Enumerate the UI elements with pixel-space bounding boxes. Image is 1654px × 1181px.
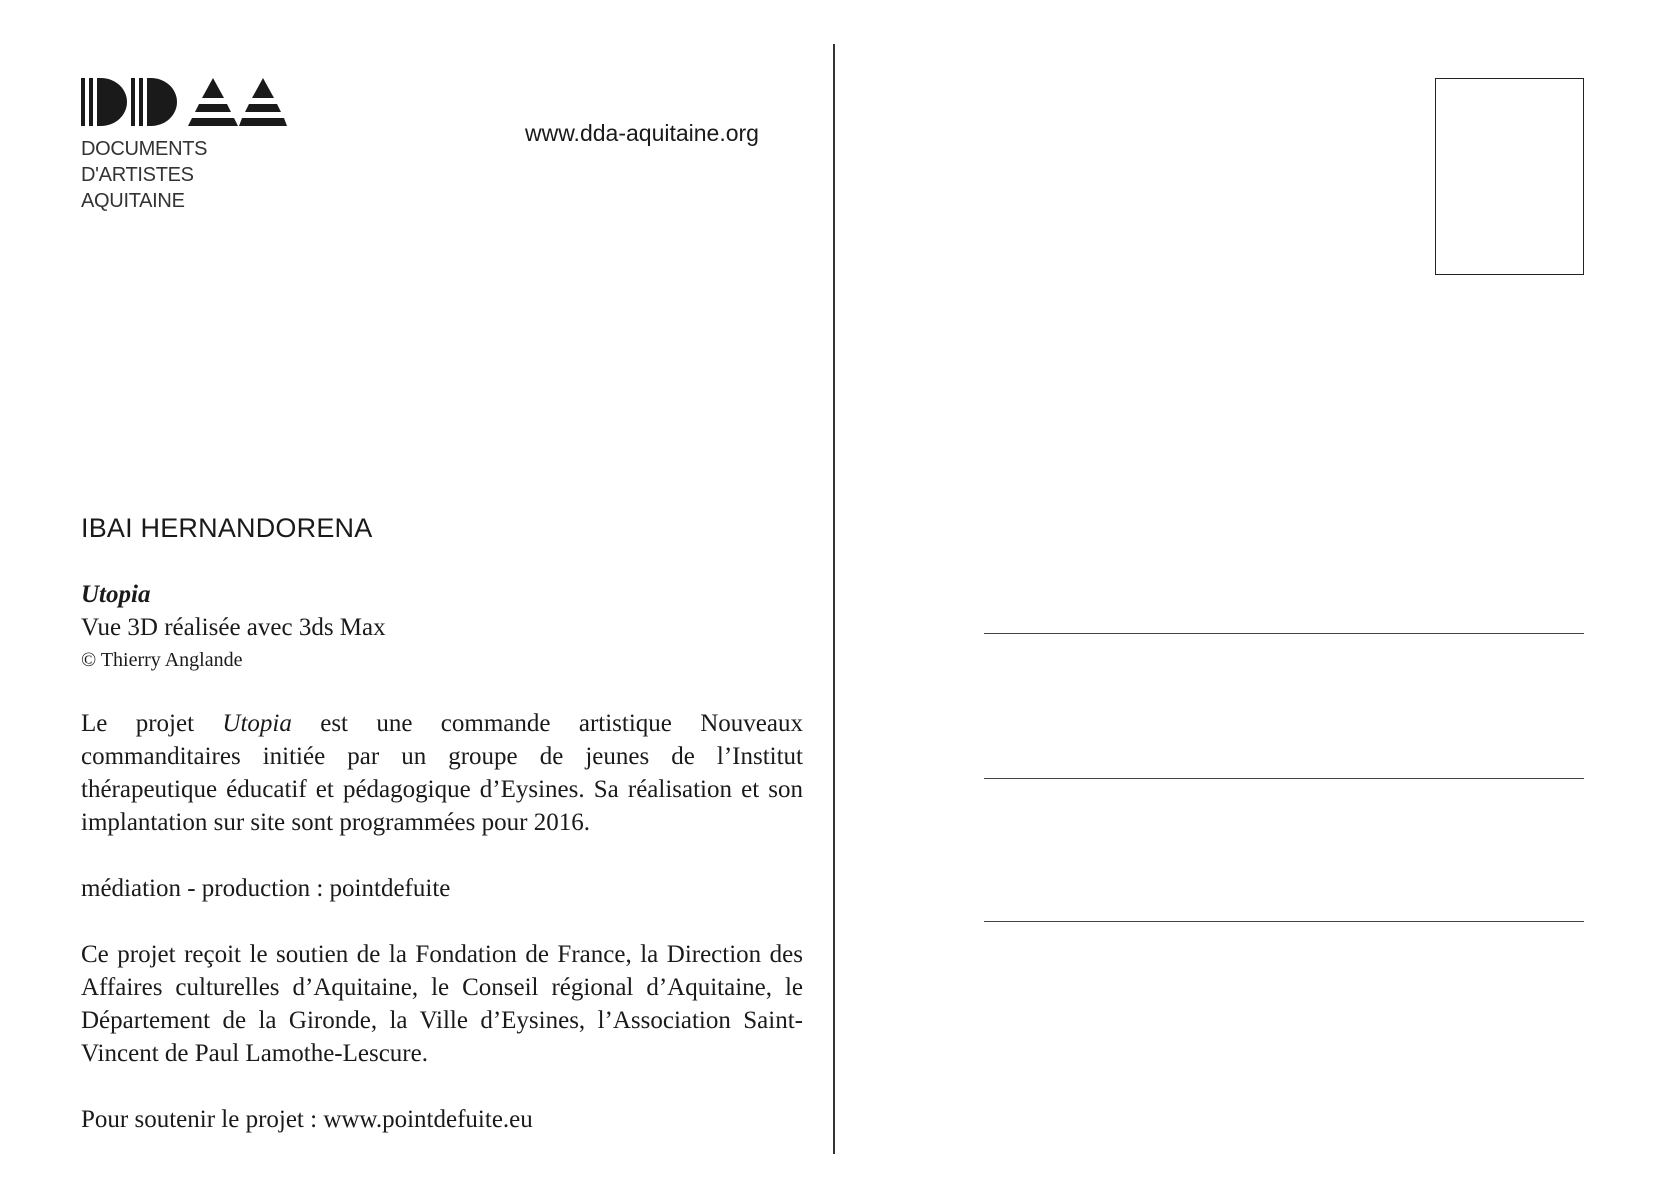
description-title: Utopia [222, 710, 292, 737]
address-line-1 [984, 633, 1584, 634]
description-start: Le projet [81, 710, 223, 737]
description-end: est une commande artistique Nouveaux commanditaires initiée par un groupe de jeunes de l’Institut thérapeutique éducatif et pédagogique d’Eysines. Sa réalisation et son implantation sur site sont programmées pour 2016. [81, 710, 803, 836]
address-line-3 [984, 921, 1584, 922]
logo-line-2: AQUITAINE [81, 190, 185, 212]
project-description [81, 707, 803, 839]
work-medium: Vue 3D réalisée avec 3ds Max [81, 614, 386, 641]
artist-name: IBAI HERNANDORENA [81, 513, 373, 543]
support-link: Pour soutenir le projet : www.pointdefuite.eu [81, 1106, 533, 1133]
dda-logo [81, 76, 291, 214]
work-title: Utopia [81, 581, 151, 608]
address-line-2 [984, 778, 1584, 779]
mediation-credit: médiation - production : pointdefuite [81, 875, 451, 902]
stamp-box [1435, 78, 1584, 275]
logo-line-1: DOCUMENTS D'ARTISTES [81, 138, 208, 186]
work-credit: © Thierry Anglande [81, 649, 243, 671]
support-statement: Ce projet reçoit le soutien de la Fondation de France, la Direction des Affaires culturelles d’Aquitaine, le Conseil régional d’Aquitaine, le Département de la Gironde, la Ville d’Eysines, l’Association Saint-Vincent de Paul Lamothe-Lescure. [81, 941, 803, 1067]
website-url: www.dda-aquitaine.org [525, 120, 759, 146]
dda-logo-mark [81, 76, 287, 128]
dda-logo-text [81, 136, 291, 214]
center-divider [833, 44, 835, 1154]
caption-block [81, 578, 803, 1136]
